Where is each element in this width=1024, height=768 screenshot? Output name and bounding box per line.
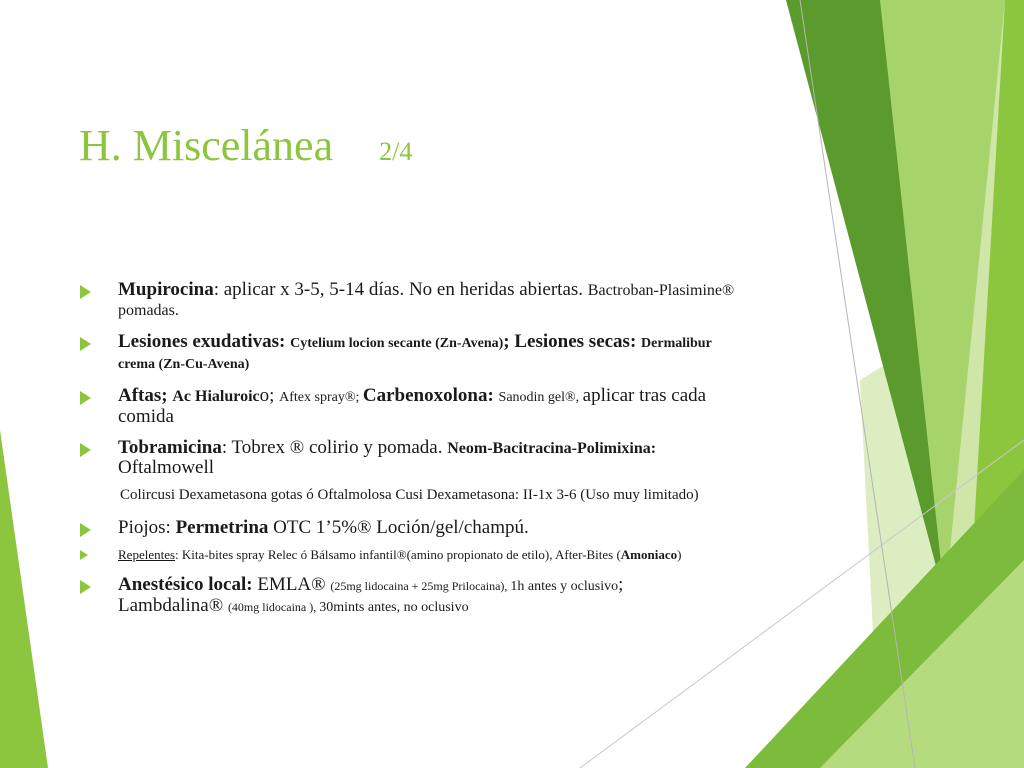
- term-carbenoxolona: Carbenoxolona:: [362, 385, 499, 406]
- text: 30mints antes, no oclusivo: [319, 600, 469, 615]
- text: o;: [259, 385, 280, 406]
- text: Ac Hialuroic: [172, 388, 260, 405]
- text: (40mg lidocaina ),: [227, 600, 320, 614]
- text: aplicar tras cada comida: [118, 385, 707, 427]
- term-permetrina: Permetrina: [175, 517, 269, 538]
- sub-paragraph-colircusi: Colircusi Dexametasona gotas ó Oftalmolosa Cusi Dexametasona: II-1x 3-6 (Uso muy limitado): [120, 487, 699, 503]
- term-amoniaco: Amoniaco: [620, 547, 678, 562]
- text: Sanodin gel®,: [498, 390, 583, 405]
- triangle-bullet-icon: [80, 391, 91, 405]
- bullet-mupirocina: [80, 280, 750, 320]
- text: Lambdalina®: [118, 595, 228, 616]
- term-aftas: Aftas;: [118, 385, 173, 406]
- triangle-bullet-icon: [80, 523, 91, 537]
- text: ): [677, 547, 682, 562]
- term-mupirocina: Mupirocina: [118, 279, 214, 300]
- text: OTC 1’5%® Loción/gel/champú.: [268, 517, 529, 538]
- text: (25mg lidocaina + 25mg Prilocaina),: [330, 579, 511, 593]
- triangle-bullet-icon: [80, 285, 91, 299]
- bullet-piojos: [80, 518, 750, 537]
- bullet-aftas: [80, 386, 750, 426]
- triangle-bullet-icon: [80, 443, 91, 457]
- term-repelentes: Repelentes: [118, 547, 176, 562]
- left-edge-shape: [0, 430, 48, 768]
- bullet-list: [80, 280, 750, 617]
- triangle-bullet-icon: [80, 580, 91, 594]
- text: Bactroban-Plasimine® pomadas.: [118, 282, 735, 319]
- text: EMLA®: [257, 574, 331, 595]
- text: 1h antes y oclusivo: [510, 579, 619, 594]
- text: Piojos:: [118, 517, 176, 538]
- text: ;: [618, 574, 624, 595]
- text: Cytelium locion secante (Zn-Avena): [290, 336, 504, 351]
- page-indicator: 2/4: [379, 137, 413, 166]
- text: Aftex spray®;: [279, 390, 363, 405]
- bullet-anestesico: [80, 575, 750, 617]
- text: Oftalmowell: [118, 457, 215, 478]
- term-neom-bacitracina: Neom-Bacitracina-Polimixina:: [447, 440, 657, 457]
- title-text: H. Miscelánea: [79, 121, 334, 170]
- term-tobramicina: Tobramicina: [118, 437, 222, 458]
- text: : Kita-bites spray Relec ó Bálsamo infantil®(amino propionato de etilo), After-Bites (: [175, 547, 621, 562]
- triangle-bullet-icon: [80, 337, 91, 351]
- text: : aplicar x 3-5, 5-14 días. No en heridas abiertas.: [213, 279, 588, 300]
- text: : Tobrex ® colirio y pomada.: [221, 437, 448, 458]
- triangle-bullet-icon: [80, 550, 88, 560]
- bullet-repelentes: [80, 547, 750, 563]
- term-anestesico-local: Anestésico local:: [118, 574, 258, 595]
- text: Dermalibur crema (Zn-Cu-Avena): [118, 336, 712, 372]
- bullet-lesiones: [80, 332, 750, 374]
- bullet-tobramicina: [80, 438, 750, 477]
- term-lesiones-secas: ; Lesiones secas:: [503, 331, 642, 352]
- slide-title: [79, 122, 412, 170]
- term-lesiones-exudativas: Lesiones exudativas:: [118, 331, 291, 352]
